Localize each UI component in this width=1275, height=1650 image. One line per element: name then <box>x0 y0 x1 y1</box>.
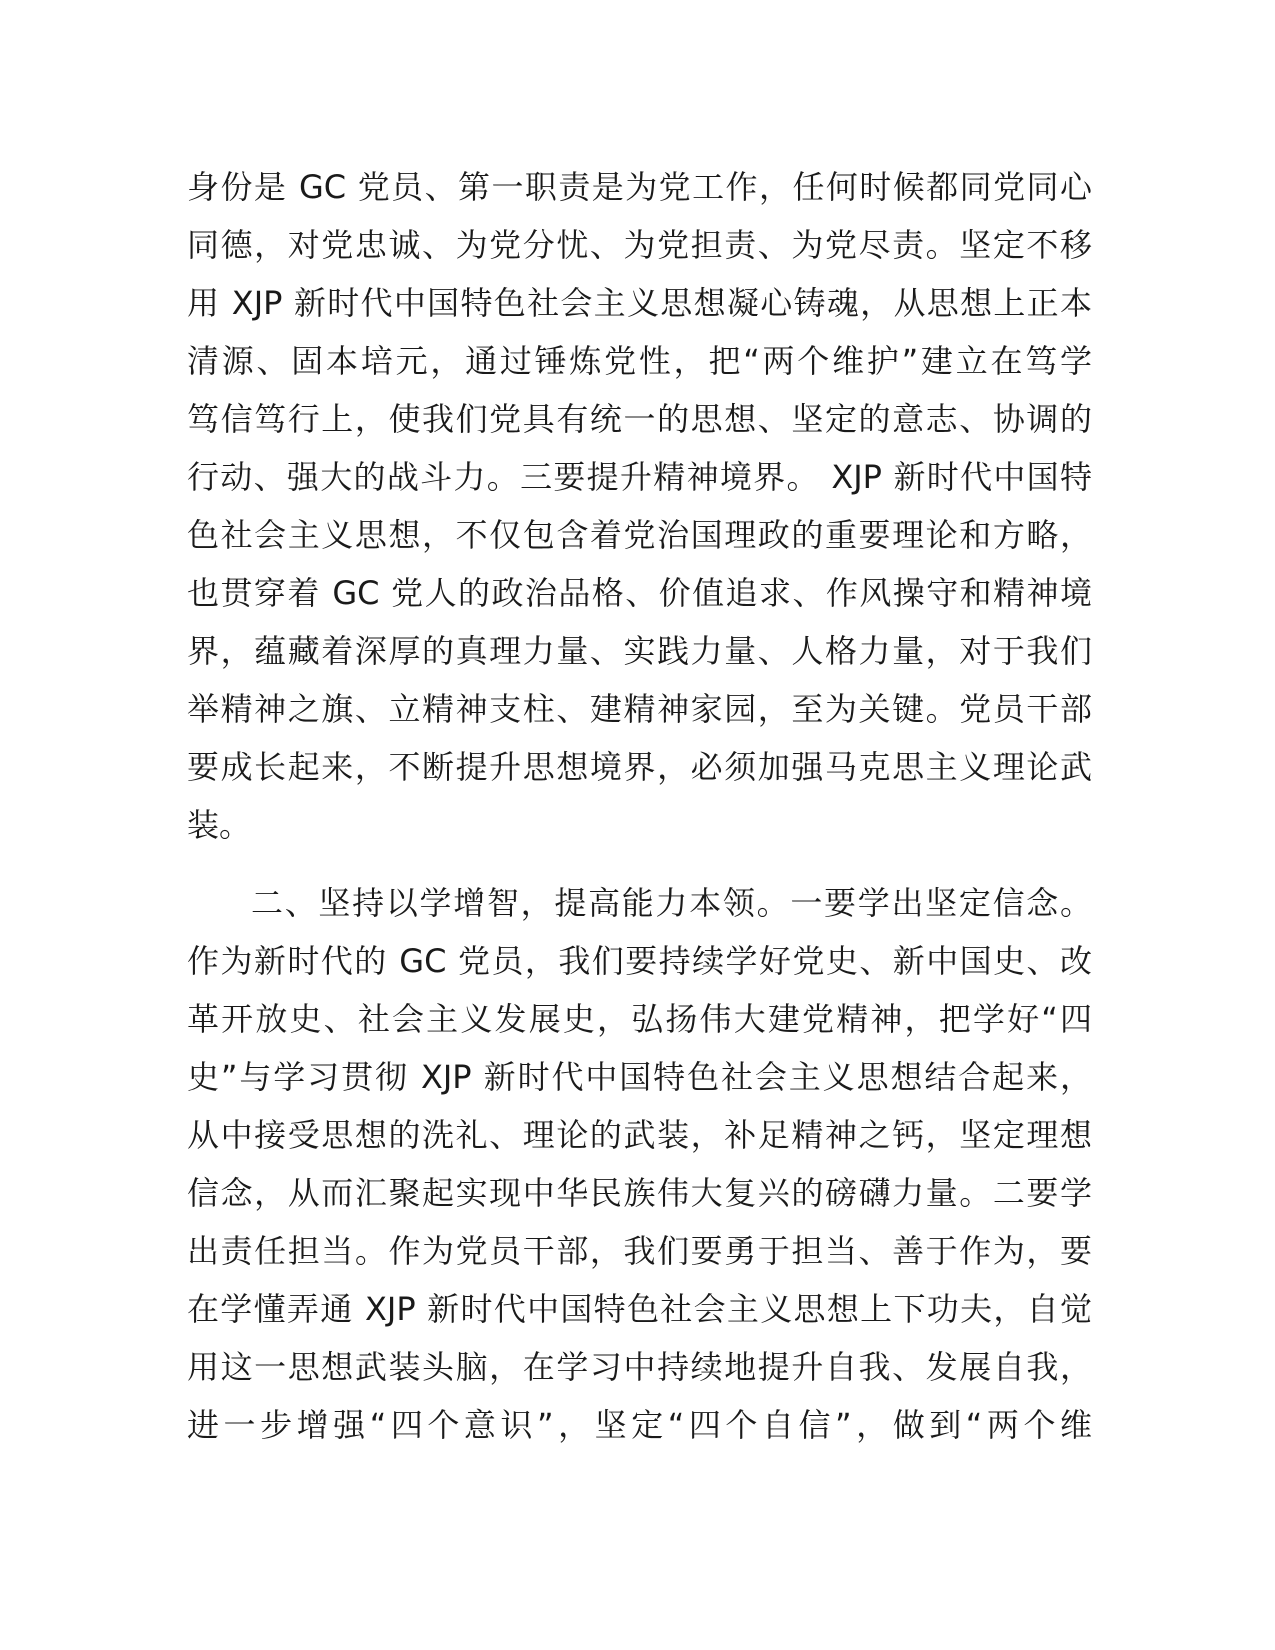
paragraph-line: 二、坚持以学增智，提高能力本领。一要学出坚定信念。 <box>251 884 1092 922</box>
paragraph-line: 从中接受思想的洗礼、理论的武装，补足精神之钙，坚定理想 <box>187 1116 1092 1154</box>
paragraph-line: 也贯穿着 GC 党人的政治品格、价值追求、作风操守和精神境 <box>187 574 1092 612</box>
paragraph-line: 行动、强大的战斗力。三要提升精神境界。 XJP 新时代中国特 <box>187 458 1092 496</box>
paragraph-line: 色社会主义思想，不仅包含着党治国理政的重要理论和方略， <box>187 516 1092 554</box>
paragraph-line: 革开放史、社会主义发展史，弘扬伟大建党精神，把学好“四 <box>187 1000 1092 1038</box>
paragraph-line: 作为新时代的 GC 党员，我们要持续学好党史、新中国史、改 <box>187 942 1092 980</box>
paragraph-line: 装。 <box>187 806 252 844</box>
paragraph-line: 在学懂弄通 XJP 新时代中国特色社会主义思想上下功夫，自觉 <box>187 1290 1092 1328</box>
paragraph-line: 身份是 GC 党员、第一职责是为党工作，任何时候都同党同心 <box>187 168 1092 206</box>
paragraph-line: 信念，从而汇聚起实现中华民族伟大复兴的磅礴力量。二要学 <box>187 1174 1092 1212</box>
paragraph-line: 出责任担当。作为党员干部，我们要勇于担当、善于作为，要 <box>187 1232 1092 1270</box>
paragraph-line: 要成长起来，不断提升思想境界，必须加强马克思主义理论武 <box>187 748 1092 786</box>
paragraph-line: 进一步增强“四个意识”，坚定“四个自信”，做到“两个维 <box>187 1406 1092 1444</box>
paragraph-line: 笃信笃行上，使我们党具有统一的思想、坚定的意志、协调的 <box>187 400 1092 438</box>
paragraph-2 <box>187 874 1092 1454</box>
paragraph-line: 举精神之旗、立精神支柱、建精神家园，至为关键。党员干部 <box>187 690 1092 728</box>
paragraph-line: 用这一思想武装头脑，在学习中持续地提升自我、发展自我， <box>187 1348 1092 1386</box>
paragraph-1 <box>187 158 1092 854</box>
paragraph-line: 界，蕴藏着深厚的真理力量、实践力量、人格力量，对于我们 <box>187 632 1092 670</box>
paragraph-line: 用 XJP 新时代中国特色社会主义思想凝心铸魂，从思想上正本 <box>187 284 1092 322</box>
paragraph-line: 史”与学习贯彻 XJP 新时代中国特色社会主义思想结合起来， <box>187 1058 1092 1096</box>
paragraph-line: 清源、固本培元，通过锤炼党性，把“两个维护”建立在笃学 <box>187 342 1092 380</box>
paragraph-line: 同德，对党忠诚、为党分忧、为党担责、为党尽责。坚定不移 <box>187 226 1092 264</box>
